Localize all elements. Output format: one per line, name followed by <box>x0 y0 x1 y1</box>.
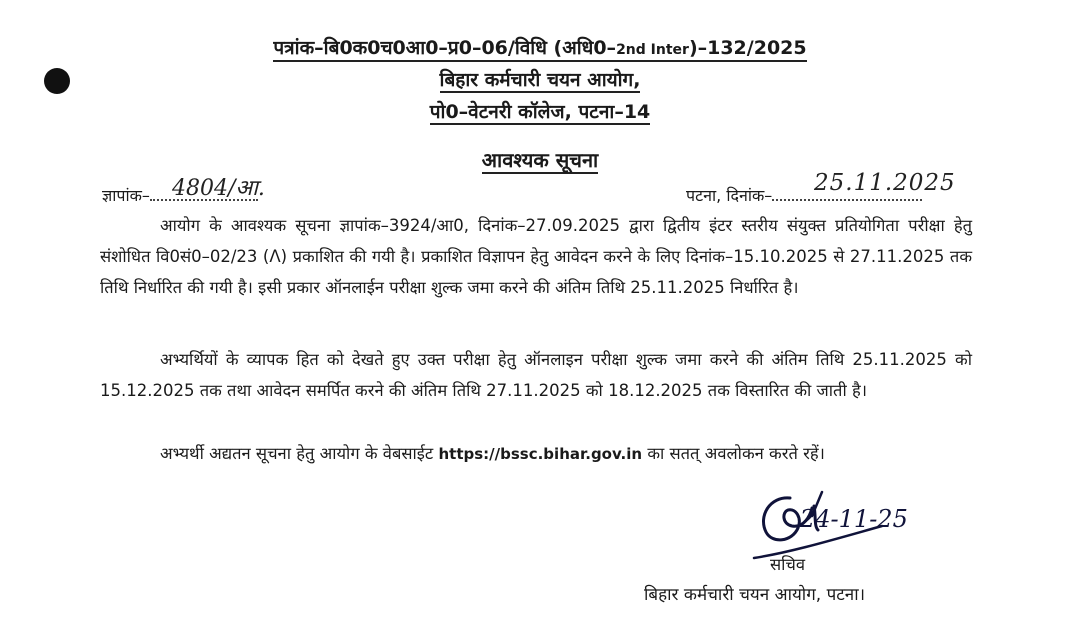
paragraph-3: अभ्यर्थी अद्यतन सूचना हेतु आयोग के वेबसाईट https://bssc.bihar.gov.in का सतत् अवलोकन करते रहें। <box>160 444 825 463</box>
signatory-organization: बिहार कर्मचारी चयन आयोग, पटना। <box>644 585 866 605</box>
website-link[interactable]: https://bssc.bihar.gov.in <box>438 445 643 463</box>
date-label: पटना, दिनांक– <box>686 186 773 205</box>
secretary-designation: सचिव <box>770 555 806 574</box>
date-dotted-line <box>772 199 922 201</box>
memo-handwritten-number: 4804/आ. <box>172 176 265 201</box>
paragraph-2: अभ्यर्थियों के व्यापक हित को देखते हुए उक्त परीक्षा हेतु ऑनलाइन परीक्षा शुल्क जमा करने की अंतिम तिथि 25.11.2025 को 15.12.2025 तक तथा आवेदन समर्पित करने की अंतिम तिथि 27.11.2025 को 18.12.2025 तक विस्तारित की जाती है। <box>100 350 972 400</box>
memo-label: ज्ञापांक– <box>102 186 150 205</box>
date-handwritten-value: 25.11.2025 <box>814 170 956 196</box>
paragraph-1: आयोग के आवश्यक सूचना ज्ञापांक–3924/आ0, दिनांक–27.09.2025 द्वारा द्वितीय इंटर स्तरीय संयुक्त प्रतियोगिता परीक्षा हेतु संशोधित वि0सं0–02/23 (Λ) प्रकाशित की गयी है। प्रकाशित विज्ञापन हेतु आवेदन करने के लिए दिनांक–15.10.2025 से 27.11.2025 तक तिथि निर्धारित की गयी है। इसी प्रकार ऑनलाईन परीक्षा शुल्क जमा करने की अंतिम तिथि 25.11.2025 निर्धारित है। <box>100 216 972 297</box>
organization-address: पो0–वेटनरी कॉलेज, पटना–14 <box>429 101 651 123</box>
notice-title: आवश्यक सूचना <box>481 148 599 172</box>
reference-number: पत्रांक–बि0क0च0आ0–प्र0–06/विधि (अधि0–2nd Inter)–132/2025 <box>0 34 1080 60</box>
organization-name: बिहार कर्मचारी चयन आयोग, <box>439 69 641 91</box>
memo-number <box>102 176 265 206</box>
issue-date <box>686 170 956 206</box>
signature-date: 24-11-25 <box>800 505 908 533</box>
